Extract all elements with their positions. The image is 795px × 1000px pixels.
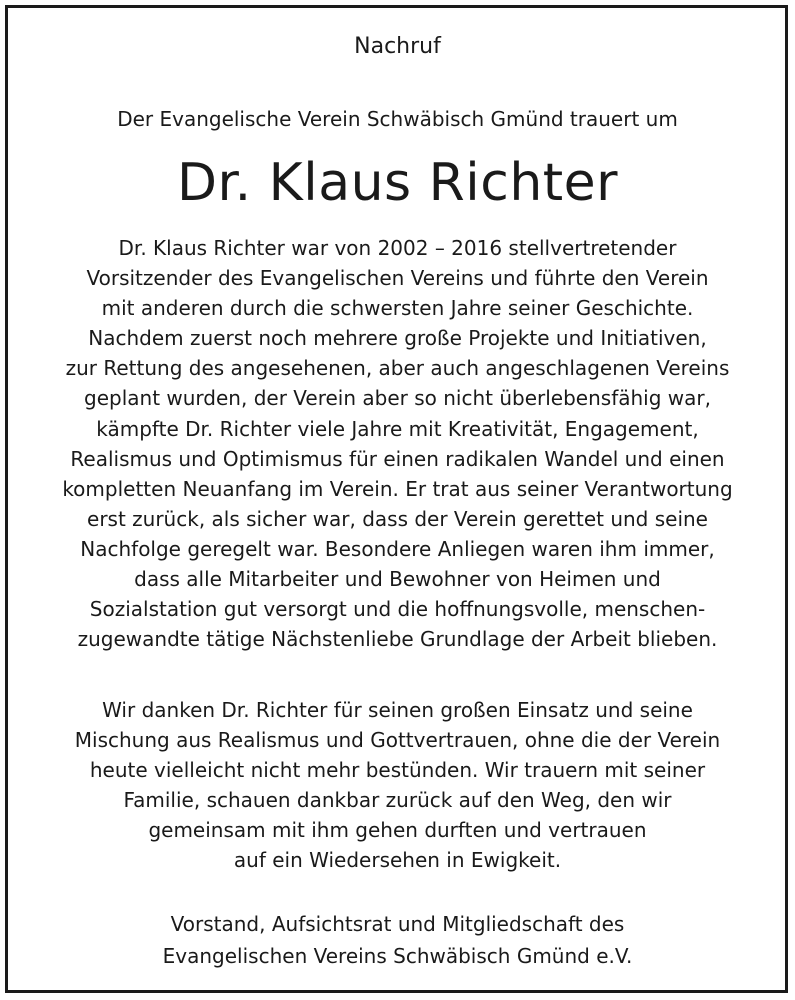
paragraph-line: kämpfte Dr. Richter viele Jahre mit Kreativität, Engagement, (96, 416, 699, 441)
paragraph-line: Dr. Klaus Richter war von 2002 – 2016 stellvertretender (118, 236, 677, 260)
intro-line: Der Evangelische Verein Schwäbisch Gmünd trauert um (117, 107, 678, 131)
paragraph-line: mit anderen durch die schwersten Jahre seiner Geschichte. (101, 296, 694, 321)
paragraph-line: zugewandte tätige Nächstenliebe Grundlage der Arbeit blieben. (77, 627, 718, 652)
paragraph-line: Familie, schauen dankbar zurück auf den Weg, den wir (123, 788, 672, 813)
paragraph-line: Wir danken Dr. Richter für seinen großen Einsatz und seine (102, 698, 693, 722)
paragraph-line: zur Rettung des angesehenen, aber auch angeschlagenen Vereins (65, 356, 730, 381)
tribute-paragraph (0, 233, 795, 654)
paragraph-line: gemeinsam mit ihm gehen durften und vertrauen (148, 818, 647, 843)
paragraph-line: auf ein Wiedersehen in Ewigkeit. (233, 848, 562, 873)
paragraph-line: dass alle Mitarbeiter und Bewohner von Heimen und (134, 567, 661, 592)
paragraph-line: Nachdem zuerst noch mehrere große Projekte und Initiativen, (88, 326, 707, 351)
paragraph-line: kompletten Neuanfang im Verein. Er trat aus seiner Verantwortung (62, 476, 733, 501)
paragraph-line: erst zurück, als sicher war, dass der Verein gerettet und seine (87, 506, 708, 531)
paragraph-line: heute vielleicht nicht mehr bestünden. Wir trauern mit seiner (89, 758, 706, 783)
paragraph-line: Nachfolge geregelt war. Besondere Anliegen waren ihm immer, (80, 536, 715, 561)
paragraph-line: Mischung aus Realismus und Gottvertrauen, ohne die der Verein (74, 728, 721, 753)
paragraph-line: Vorsitzender des Evangelischen Vereins und führte den Verein (86, 266, 709, 291)
signature-block (0, 908, 795, 972)
signature-line: Evangelischen Vereins Schwäbisch Gmünd e.V. (162, 944, 633, 968)
deceased-name: Dr. Klaus Richter (176, 153, 619, 213)
paragraph-line: Sozialstation gut versorgt und die hoffnungsvolle, menschen- (89, 597, 706, 622)
paragraph-line: Realismus und Optimismus für einen radikalen Wandel und einen (70, 446, 725, 471)
signature-line: Vorstand, Aufsichtsrat und Mitgliedschaft des (170, 912, 625, 936)
thanks-paragraph (0, 695, 795, 876)
notice-heading: Nachruf (354, 34, 441, 59)
paragraph-line: geplant wurden, der Verein aber so nicht überlebensfähig war, (84, 386, 711, 411)
